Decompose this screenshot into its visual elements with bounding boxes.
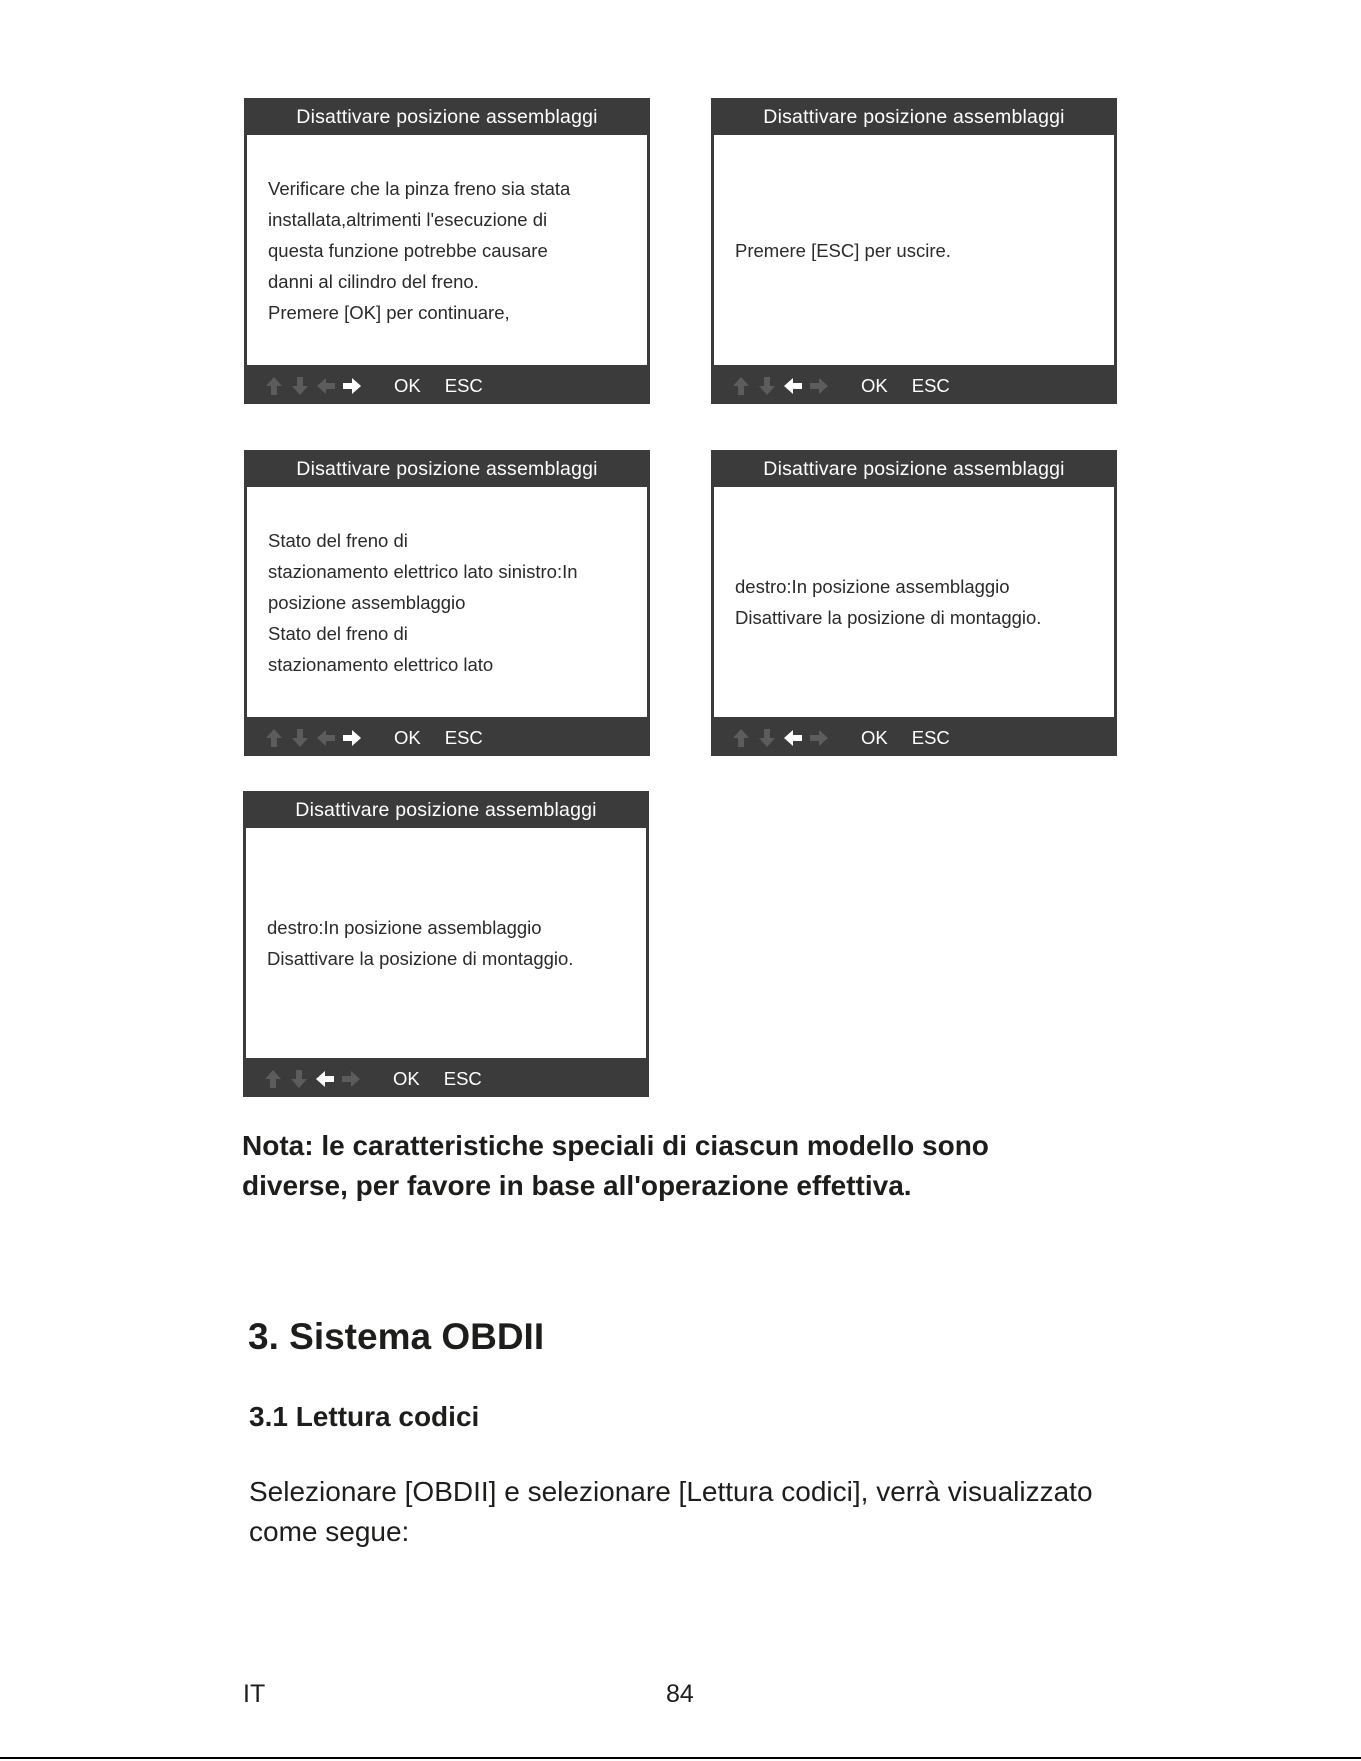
screen-text-line: destro:In posizione assemblaggio [735, 576, 1010, 597]
arrow-up-icon[interactable] [729, 374, 755, 398]
screen-text-line: stazionamento elettrico lato [268, 653, 494, 675]
esc-button[interactable]: ESC [444, 727, 483, 748]
screen-text-line: installata,altrimenti l'esecuzione di [268, 208, 548, 230]
note-paragraph [242, 1126, 1142, 1206]
arrow-left-icon[interactable] [781, 374, 807, 398]
arrow-up-icon[interactable] [262, 726, 288, 750]
screen-text-line: Disattivare la posizione di montaggio. [267, 948, 574, 969]
arrow-right-icon[interactable] [339, 1067, 365, 1091]
arrow-right-icon[interactable] [807, 374, 833, 398]
esc-button[interactable]: ESC [443, 1068, 482, 1089]
screen-title: Disattivare posizione assemblaggi [296, 106, 598, 128]
arrow-left-icon[interactable] [314, 726, 340, 750]
screen-button-bar [711, 368, 1117, 404]
screen-title: Disattivare posizione assemblaggi [763, 106, 1065, 128]
arrow-down-icon[interactable] [288, 726, 314, 750]
device-screen-1 [244, 98, 650, 404]
screen-button-bar [243, 1061, 649, 1097]
arrow-up-icon[interactable] [262, 374, 288, 398]
section-heading: 3. Sistema OBDII [248, 1316, 545, 1357]
screen-text-line: posizione assemblaggio [268, 591, 466, 613]
device-screen-4 [711, 450, 1117, 756]
ok-button[interactable]: OK [394, 375, 421, 396]
ok-button[interactable]: OK [861, 727, 888, 748]
screen-text-line: Stato del freno di [268, 529, 408, 551]
body-paragraph [249, 1472, 1249, 1552]
esc-button[interactable]: ESC [911, 727, 950, 748]
bottom-rule [0, 1757, 1361, 1759]
screen-title: Disattivare posizione assemblaggi [295, 799, 597, 821]
ok-button[interactable]: OK [394, 727, 421, 748]
screen-button-bar [711, 720, 1117, 756]
screen-body [714, 487, 1114, 717]
arrow-up-icon[interactable] [261, 1067, 287, 1091]
arrow-right-icon[interactable] [340, 726, 366, 750]
arrow-up-icon[interactable] [729, 726, 755, 750]
note-line: diverse, per favore in base all'operazione effettiva. [242, 1170, 912, 1201]
page-number: 84 [666, 1680, 694, 1708]
note-line: Nota: le caratteristiche speciali di ciascun modello sono [242, 1130, 989, 1161]
device-screen-2 [711, 98, 1117, 404]
screen-button-bar [244, 720, 650, 756]
paragraph-line: come segue: [249, 1516, 410, 1547]
ok-button[interactable]: OK [393, 1068, 420, 1089]
arrow-down-icon[interactable] [288, 374, 314, 398]
ok-button[interactable]: OK [861, 375, 888, 396]
screen-text-line: stazionamento elettrico lato sinistro:In [268, 560, 578, 582]
screen-text-line: Premere [OK] per continuare, [268, 301, 510, 323]
arrow-left-icon[interactable] [781, 726, 807, 750]
screen-body [714, 135, 1114, 365]
screen-text-line: destro:In posizione assemblaggio [267, 917, 542, 938]
subsection-heading: 3.1 Lettura codici [249, 1401, 480, 1432]
screen-text-line: Disattivare la posizione di montaggio. [735, 607, 1042, 628]
arrow-right-icon[interactable] [807, 726, 833, 750]
arrow-down-icon[interactable] [755, 726, 781, 750]
paragraph-line: Selezionare [OBDII] e selezionare [Lettura codici], verrà visualizzato [249, 1476, 1093, 1507]
screen-body [246, 828, 646, 1058]
screen-body [247, 487, 647, 717]
screen-text-line: Verificare che la pinza freno sia stata [268, 177, 571, 199]
esc-button[interactable]: ESC [911, 375, 950, 396]
screen-body [247, 135, 647, 365]
arrow-left-icon[interactable] [313, 1067, 339, 1091]
screen-title: Disattivare posizione assemblaggi [296, 458, 598, 480]
screen-text-line: Stato del freno di [268, 622, 408, 644]
arrow-left-icon[interactable] [314, 374, 340, 398]
screen-title: Disattivare posizione assemblaggi [763, 458, 1065, 480]
screen-text-line: danni al cilindro del freno. [268, 270, 479, 292]
screen-text-line: questa funzione potrebbe causare [268, 239, 548, 261]
esc-button[interactable]: ESC [444, 375, 483, 396]
footer-language: IT [243, 1680, 266, 1708]
screen-text-line: Premere [ESC] per uscire. [735, 239, 951, 261]
arrow-down-icon[interactable] [755, 374, 781, 398]
screen-button-bar [244, 368, 650, 404]
arrow-down-icon[interactable] [287, 1067, 313, 1091]
device-screen-3 [244, 450, 650, 756]
device-screen-5 [243, 791, 649, 1097]
arrow-right-icon[interactable] [340, 374, 366, 398]
